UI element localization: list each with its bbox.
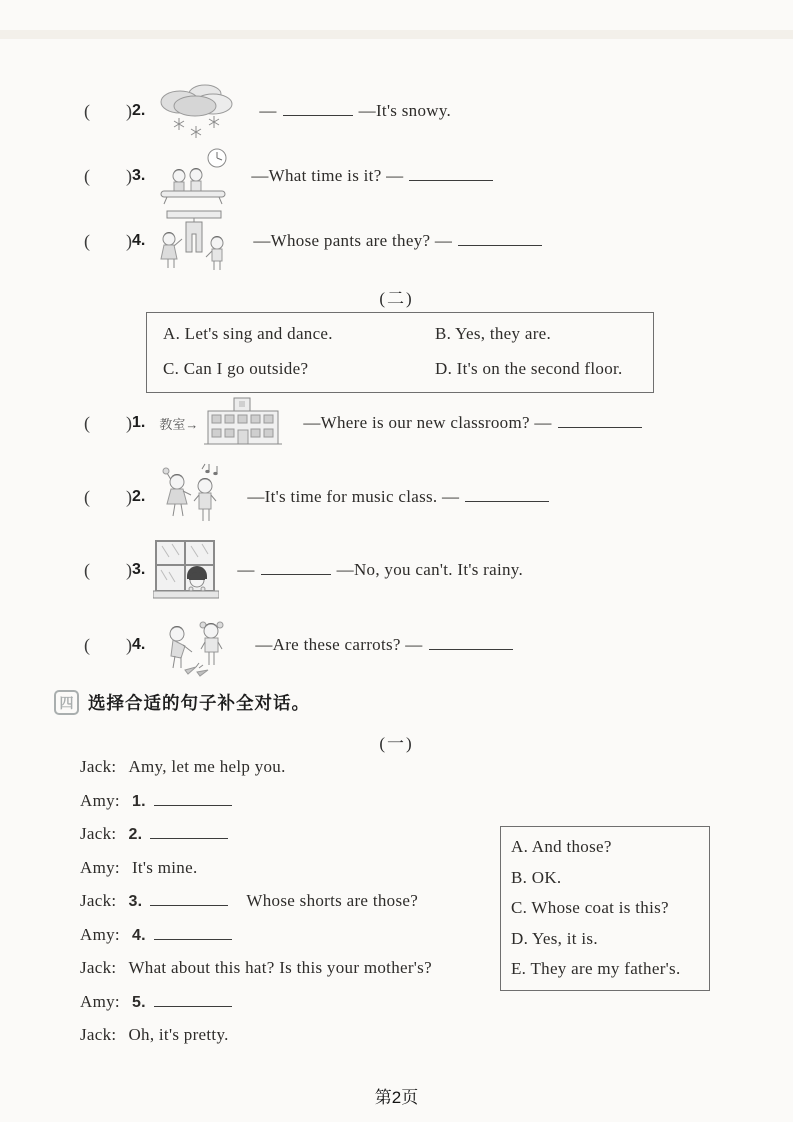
listening-item-2 [84,80,451,142]
rainy-window-illustration [153,538,219,602]
speaker-name: Jack: [80,757,117,776]
dialog-line [80,958,432,992]
speaker-name: Amy: [80,790,120,810]
speaker-name: Jack: [80,891,117,910]
answer-blank [154,1001,232,1007]
answer-paren-open: ( [84,634,90,655]
option-d: D. It's on the second floor. [435,359,623,378]
listening-item-3 [84,146,499,206]
answer-paren-close: ) [126,634,132,655]
matching-item-1 [84,392,648,454]
option-c: C. Can I go outside? [163,359,309,378]
answer-blank [150,900,228,906]
answer-paren-open: ( [84,559,90,580]
dialog-line [80,891,432,925]
dialog-line [80,791,432,825]
answer-blank [429,644,513,650]
group-heading-two: (二) [379,289,414,308]
pants-clothesline-illustration [153,207,235,275]
exchange-text: —Are these carrots? — [255,635,518,655]
matching-item-3 [84,536,523,604]
exchange-text: — —No, you can't. It's rainy. [237,560,524,579]
answer-blank [150,833,228,839]
dialog-line [80,992,432,1026]
classroom-label: 教室→ [159,416,199,432]
answer-blank [558,422,642,428]
dialog-text: It's mine. [131,857,198,877]
answer-paren-close: ) [126,486,132,507]
option-b: B. OK. [511,867,562,887]
answer-paren-close: ) [126,412,132,433]
exchange-text: —Whose pants are they? — [253,231,548,251]
matching-item-2 [84,460,555,534]
singing-dancing-kids-illustration [153,461,229,533]
answer-paren-open: ( [84,230,90,251]
blank-number: 1. [131,792,146,810]
exchange-text: —Where is our new classroom? — [303,413,647,433]
section-number-badge: 四 [54,690,79,715]
option-e: E. They are my father's. [511,959,681,978]
item-number: 3. [132,561,146,578]
dialog-text: Oh, it's pretty. [128,1025,229,1044]
scan-artifact-band [0,30,793,39]
item-number: 4. [132,232,146,249]
dialog-line [80,824,432,858]
exchange-text: — —It's snowy. [259,101,452,120]
answer-blank [465,496,549,502]
item-number: 1. [132,414,146,431]
dialog-line [80,925,432,959]
page-number: 第2页 [374,1088,419,1107]
section-four-header [54,690,310,715]
speaker-name: Amy: [80,991,120,1011]
matching-item-4 [84,610,519,680]
answer-paren-close: ) [126,230,132,251]
speaker-name: Jack: [80,1025,117,1044]
answer-paren-close: ) [126,100,132,121]
snowy-clouds-illustration [153,82,241,140]
listening-item-4 [84,205,548,277]
answer-paren-close: ) [126,559,132,580]
answer-paren-open: ( [84,412,90,433]
exchange-text: —It's time for music class. — [247,487,555,507]
item-number: 2. [132,102,146,119]
dialog-text: Whose shorts are those? [246,891,419,910]
dialog-text: Amy, let me help you. [128,757,286,776]
dialog-heading-one: (一) [379,734,414,753]
option-b: B. Yes, they are. [435,324,552,343]
speaker-name: Jack: [80,824,117,843]
option-c: C. Whose coat is this? [511,898,669,917]
school-building-illustration [159,396,285,450]
kids-carrots-illustration [153,612,237,678]
answer-blank [458,240,542,246]
answer-blank [261,569,331,575]
exchange-text: —What time is it? — [251,166,499,186]
speaker-name: Amy: [80,857,120,877]
blank-number: 2. [128,826,143,843]
answer-paren-close: ) [126,165,132,186]
item-number: 2. [132,488,146,505]
options-box-group-two [146,312,654,393]
answer-paren-open: ( [84,100,90,121]
answer-blank [283,110,353,116]
item-number: 4. [132,636,146,653]
blank-number: 3. [128,893,143,910]
blank-number: 5. [131,993,146,1011]
answer-blank [154,934,232,940]
options-box-dialog [500,826,710,991]
answer-paren-open: ( [84,165,90,186]
item-number: 3. [132,167,146,184]
option-a: A. Let's sing and dance. [163,324,333,343]
dialog-line [80,1025,432,1059]
dialog-line [80,858,432,892]
blank-number: 4. [131,926,146,944]
option-a: A. And those? [511,837,612,856]
dialog-line [80,757,432,791]
speaker-name: Jack: [80,958,117,977]
dialog-block [80,757,432,1059]
option-d: D. Yes, it is. [511,928,598,948]
answer-blank [154,800,232,806]
dialog-text: What about this hat? Is this your mother's? [128,958,432,977]
students-clock-illustration [153,147,233,205]
speaker-name: Amy: [80,924,120,944]
section-title: 选择合适的句子补全对话。 [88,693,310,713]
answer-blank [409,175,493,181]
answer-paren-open: ( [84,486,90,507]
